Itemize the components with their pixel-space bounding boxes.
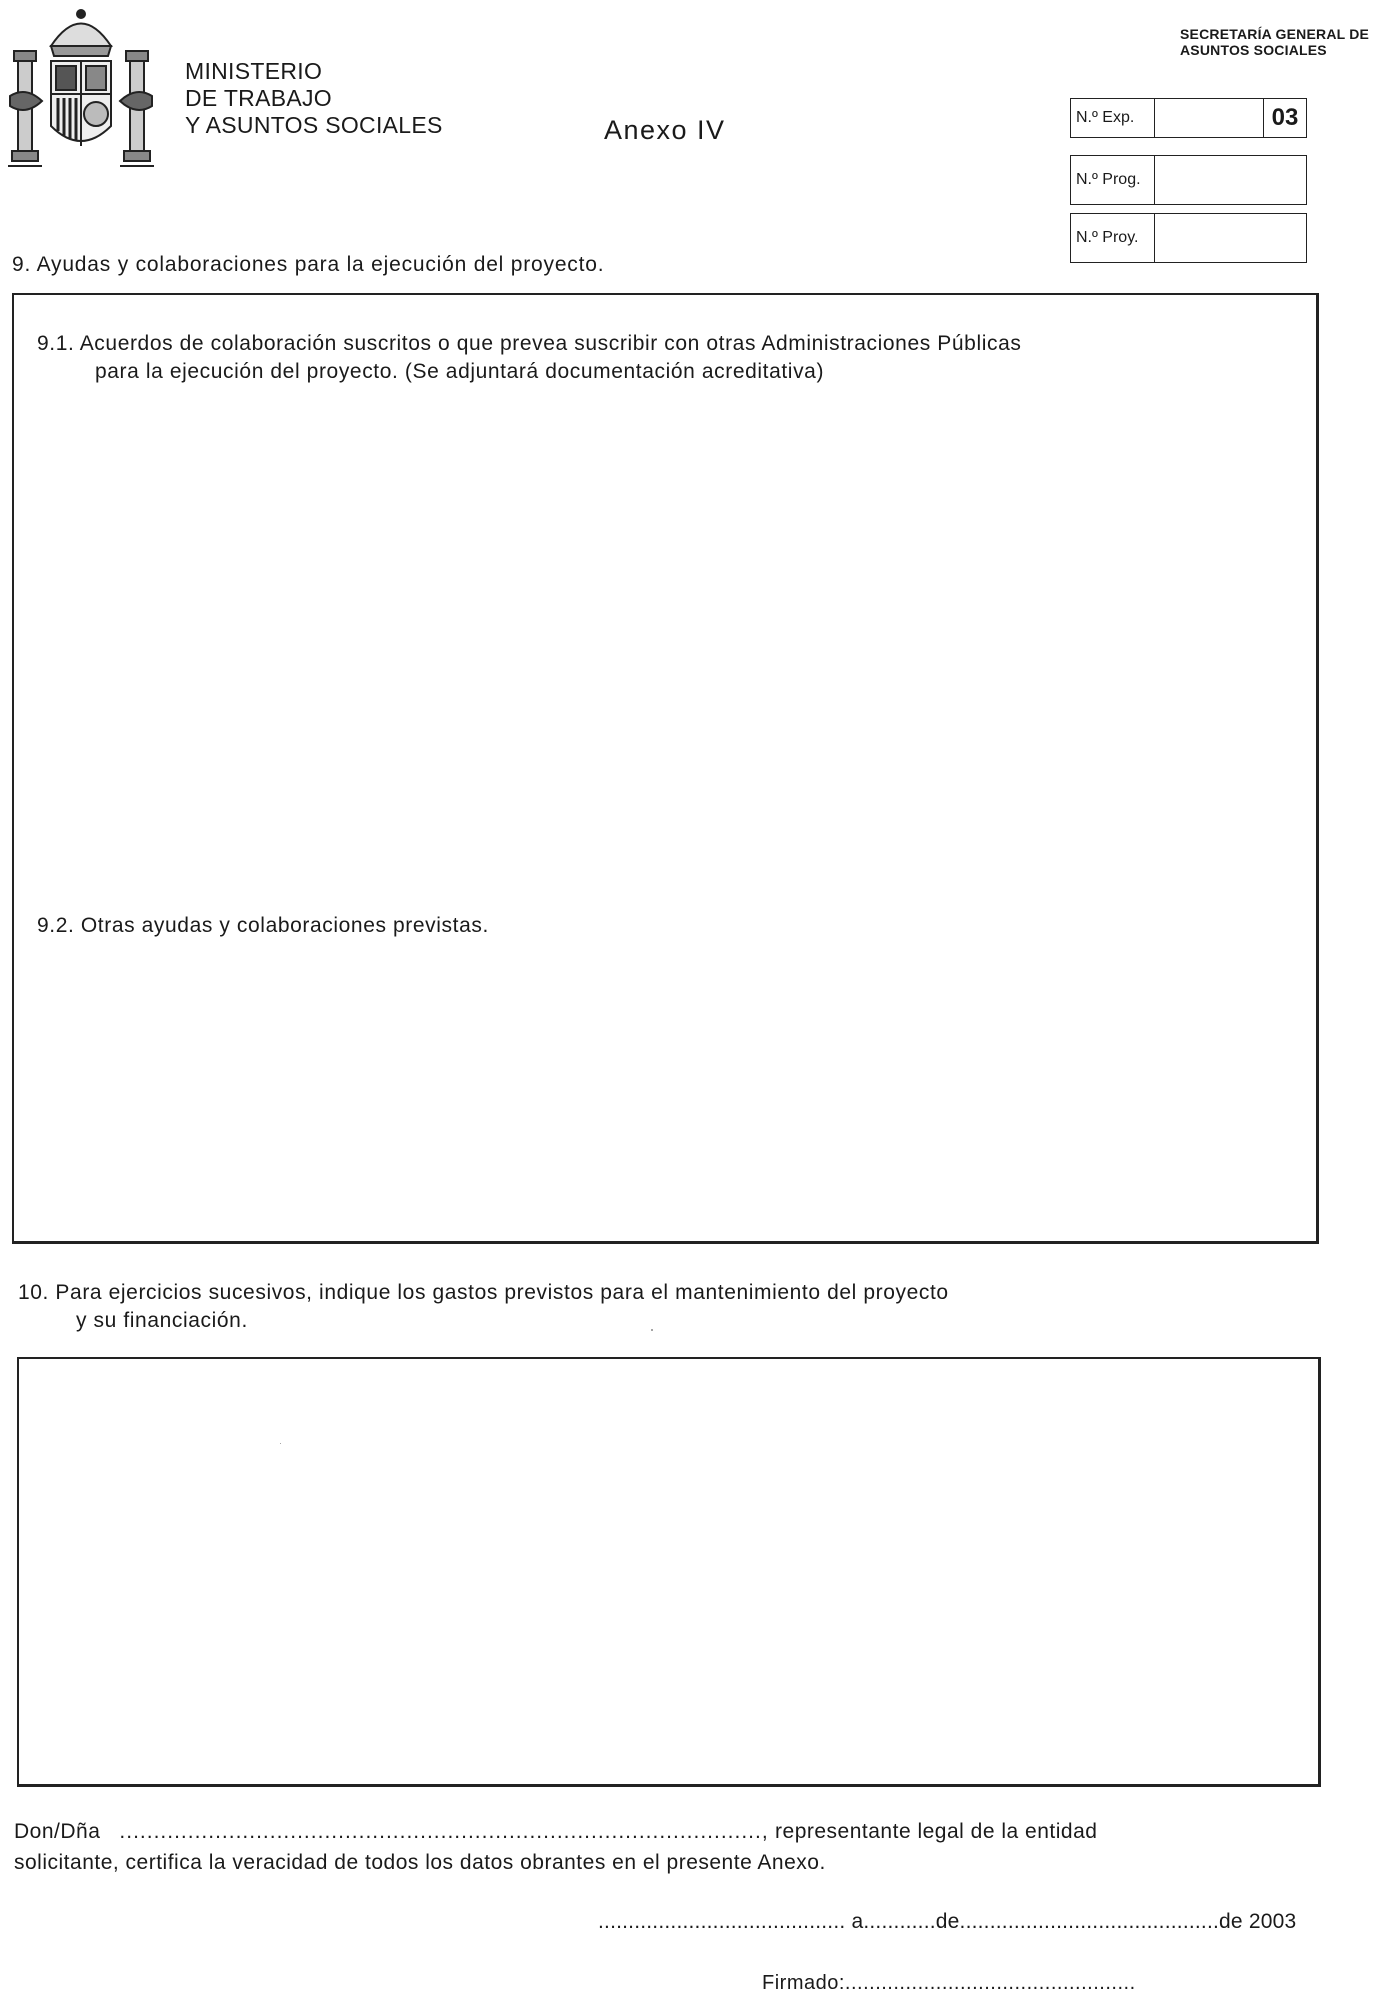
section-10-heading xyxy=(18,1279,949,1335)
prog-number-field[interactable] xyxy=(1155,156,1306,204)
section-9-1-line-2: para la ejecución del proyecto. (Se adjuntará documentación acreditativa) xyxy=(95,360,825,383)
section-10-line-1: 10. Para ejercicios sucesivos, indique los gastos previstos para el mantenimiento del proyecto xyxy=(18,1281,949,1304)
scan-speck xyxy=(280,1443,281,1444)
ministry-name xyxy=(185,58,443,139)
month-field[interactable]: ........................................... xyxy=(959,1910,1220,1933)
exp-number-label: N.º Exp. xyxy=(1071,99,1155,137)
exp-code: 03 xyxy=(1263,99,1306,137)
exp-number-box xyxy=(1070,98,1307,138)
signature-line xyxy=(762,1972,1136,1995)
section-9-answer-box[interactable] xyxy=(12,293,1319,1244)
date-line xyxy=(598,1910,1296,1934)
signature-field[interactable]: ................................................ xyxy=(844,1972,1136,1994)
don-label: Don/Dña xyxy=(14,1820,101,1843)
ministry-line-3: Y ASUNTOS SOCIALES xyxy=(185,112,443,138)
prog-number-label: N.º Prog. xyxy=(1071,156,1155,204)
coat-of-arms-logo xyxy=(6,6,156,171)
annex-title: Anexo IV xyxy=(604,115,726,145)
secretaria-line-2: ASUNTOS SOCIALES xyxy=(1180,42,1327,58)
section-10-answer-box[interactable] xyxy=(17,1357,1321,1787)
don-name-field[interactable]: .............................................................................................., xyxy=(119,1820,769,1843)
section-9-1-line-1: 9.1. Acuerdos de colaboración suscritos o que prevea suscribir con otras Administraciones Públicas xyxy=(37,332,1022,355)
proy-number-field[interactable] xyxy=(1155,214,1306,262)
date-a-label: a xyxy=(851,1910,864,1933)
section-9-2-text: 9.2. Otras ayudas y colaboraciones previstas. xyxy=(37,914,489,937)
scan-speck xyxy=(651,1329,653,1331)
section-10-line-2: y su financiación. xyxy=(76,1309,248,1332)
certification-line-1-rest: representante legal de la entidad xyxy=(775,1820,1098,1843)
prog-number-box xyxy=(1070,155,1307,205)
exp-number-field[interactable] xyxy=(1155,99,1306,137)
certification-text xyxy=(14,1816,1097,1878)
date-de-label: de xyxy=(935,1910,960,1933)
section-9-heading: 9. Ayudas y colaboraciones para la ejecución del proyecto. xyxy=(12,253,605,276)
proy-number-label: N.º Proy. xyxy=(1071,214,1155,262)
section-9-1-text xyxy=(37,330,1021,386)
certification-line-2: solicitante, certifica la veracidad de todos los datos obrantes en el presente Anexo. xyxy=(14,1851,826,1874)
secretaria-heading xyxy=(1180,26,1369,58)
signature-label: Firmado: xyxy=(762,1972,845,1994)
certification-line-1 xyxy=(14,1816,1097,1847)
ministry-line-1: MINISTERIO xyxy=(185,58,323,84)
secretaria-line-1: SECRETARÍA GENERAL DE xyxy=(1180,26,1370,42)
day-field[interactable]: ............ xyxy=(863,1910,936,1933)
place-field[interactable]: ......................................... xyxy=(598,1910,846,1933)
proy-number-box xyxy=(1070,213,1307,263)
year-label: de 2003 xyxy=(1219,1910,1297,1933)
ministry-line-2: DE TRABAJO xyxy=(185,85,332,111)
